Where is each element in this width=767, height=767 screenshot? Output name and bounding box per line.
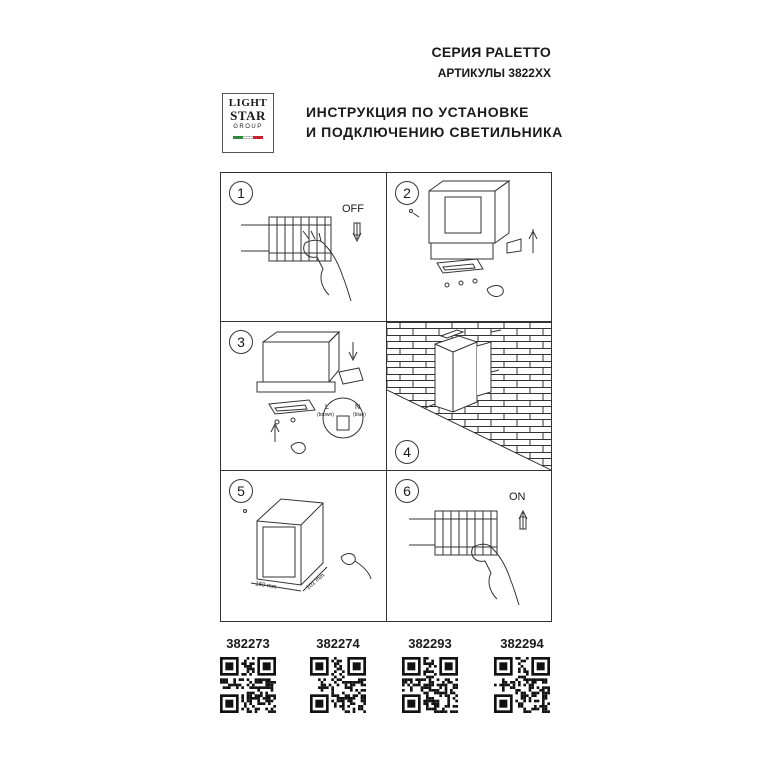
- breaker-off-illustration: [221, 173, 386, 321]
- brand-logo: [222, 93, 274, 153]
- step-number-1: 1: [229, 181, 253, 205]
- step-panel-1: [220, 172, 387, 322]
- qr-article-label: 382273: [226, 636, 270, 651]
- dimensions-illustration: [221, 471, 386, 621]
- step-panel-5: [220, 470, 387, 622]
- qr-code-icon: [402, 657, 458, 713]
- wire-l-label: L: [325, 404, 329, 411]
- step-number-2: 2: [395, 181, 419, 205]
- remove-housing-illustration: [387, 173, 551, 321]
- qr-block-382274: [303, 636, 373, 713]
- step-number-5: 5: [229, 479, 253, 503]
- dimension-width: 160 mm: [254, 581, 278, 591]
- qr-block-382294: [487, 636, 557, 713]
- logo-line-3: GROUP: [233, 124, 263, 130]
- articles-title: АРТИКУЛЫ 3822XX: [437, 66, 551, 80]
- step-number-6: 6: [395, 479, 419, 503]
- on-label: ON: [509, 491, 526, 503]
- dimension-depth: 101 mm: [305, 572, 327, 592]
- step-panel-4: [386, 321, 552, 471]
- step-number-3: 3: [229, 330, 253, 354]
- instruction-title-line-2: И ПОДКЛЮЧЕНИЮ СВЕТИЛЬНИКА: [306, 124, 563, 140]
- wire-n-sub: (blue): [353, 412, 366, 418]
- qr-article-label: 382293: [408, 636, 452, 651]
- off-label: OFF: [342, 203, 364, 215]
- step-panel-6: [386, 470, 552, 622]
- qr-block-382293: [395, 636, 465, 713]
- step-number-4: 4: [395, 440, 419, 464]
- qr-block-382273: [213, 636, 283, 713]
- step-panel-2: [386, 172, 552, 322]
- qr-article-label: 382294: [500, 636, 544, 651]
- wiring-illustration: [221, 322, 386, 470]
- logo-line-1: LIGHT: [228, 97, 268, 109]
- qr-article-label: 382274: [316, 636, 360, 651]
- wire-n-label: N: [355, 404, 361, 411]
- steps-grid: [220, 172, 552, 622]
- step-panel-3: [220, 321, 387, 471]
- instruction-title-line-1: ИНСТРУКЦИЯ ПО УСТАНОВКЕ: [306, 104, 530, 120]
- qr-code-icon: [310, 657, 366, 713]
- series-title: СЕРИЯ PALETTO: [431, 44, 551, 60]
- qr-code-icon: [220, 657, 276, 713]
- italian-flag-icon: [233, 136, 263, 139]
- logo-line-2: STAR: [230, 108, 266, 123]
- breaker-on-illustration: [387, 471, 551, 621]
- wire-l-sub: (brown): [317, 412, 334, 418]
- qr-code-icon: [494, 657, 550, 713]
